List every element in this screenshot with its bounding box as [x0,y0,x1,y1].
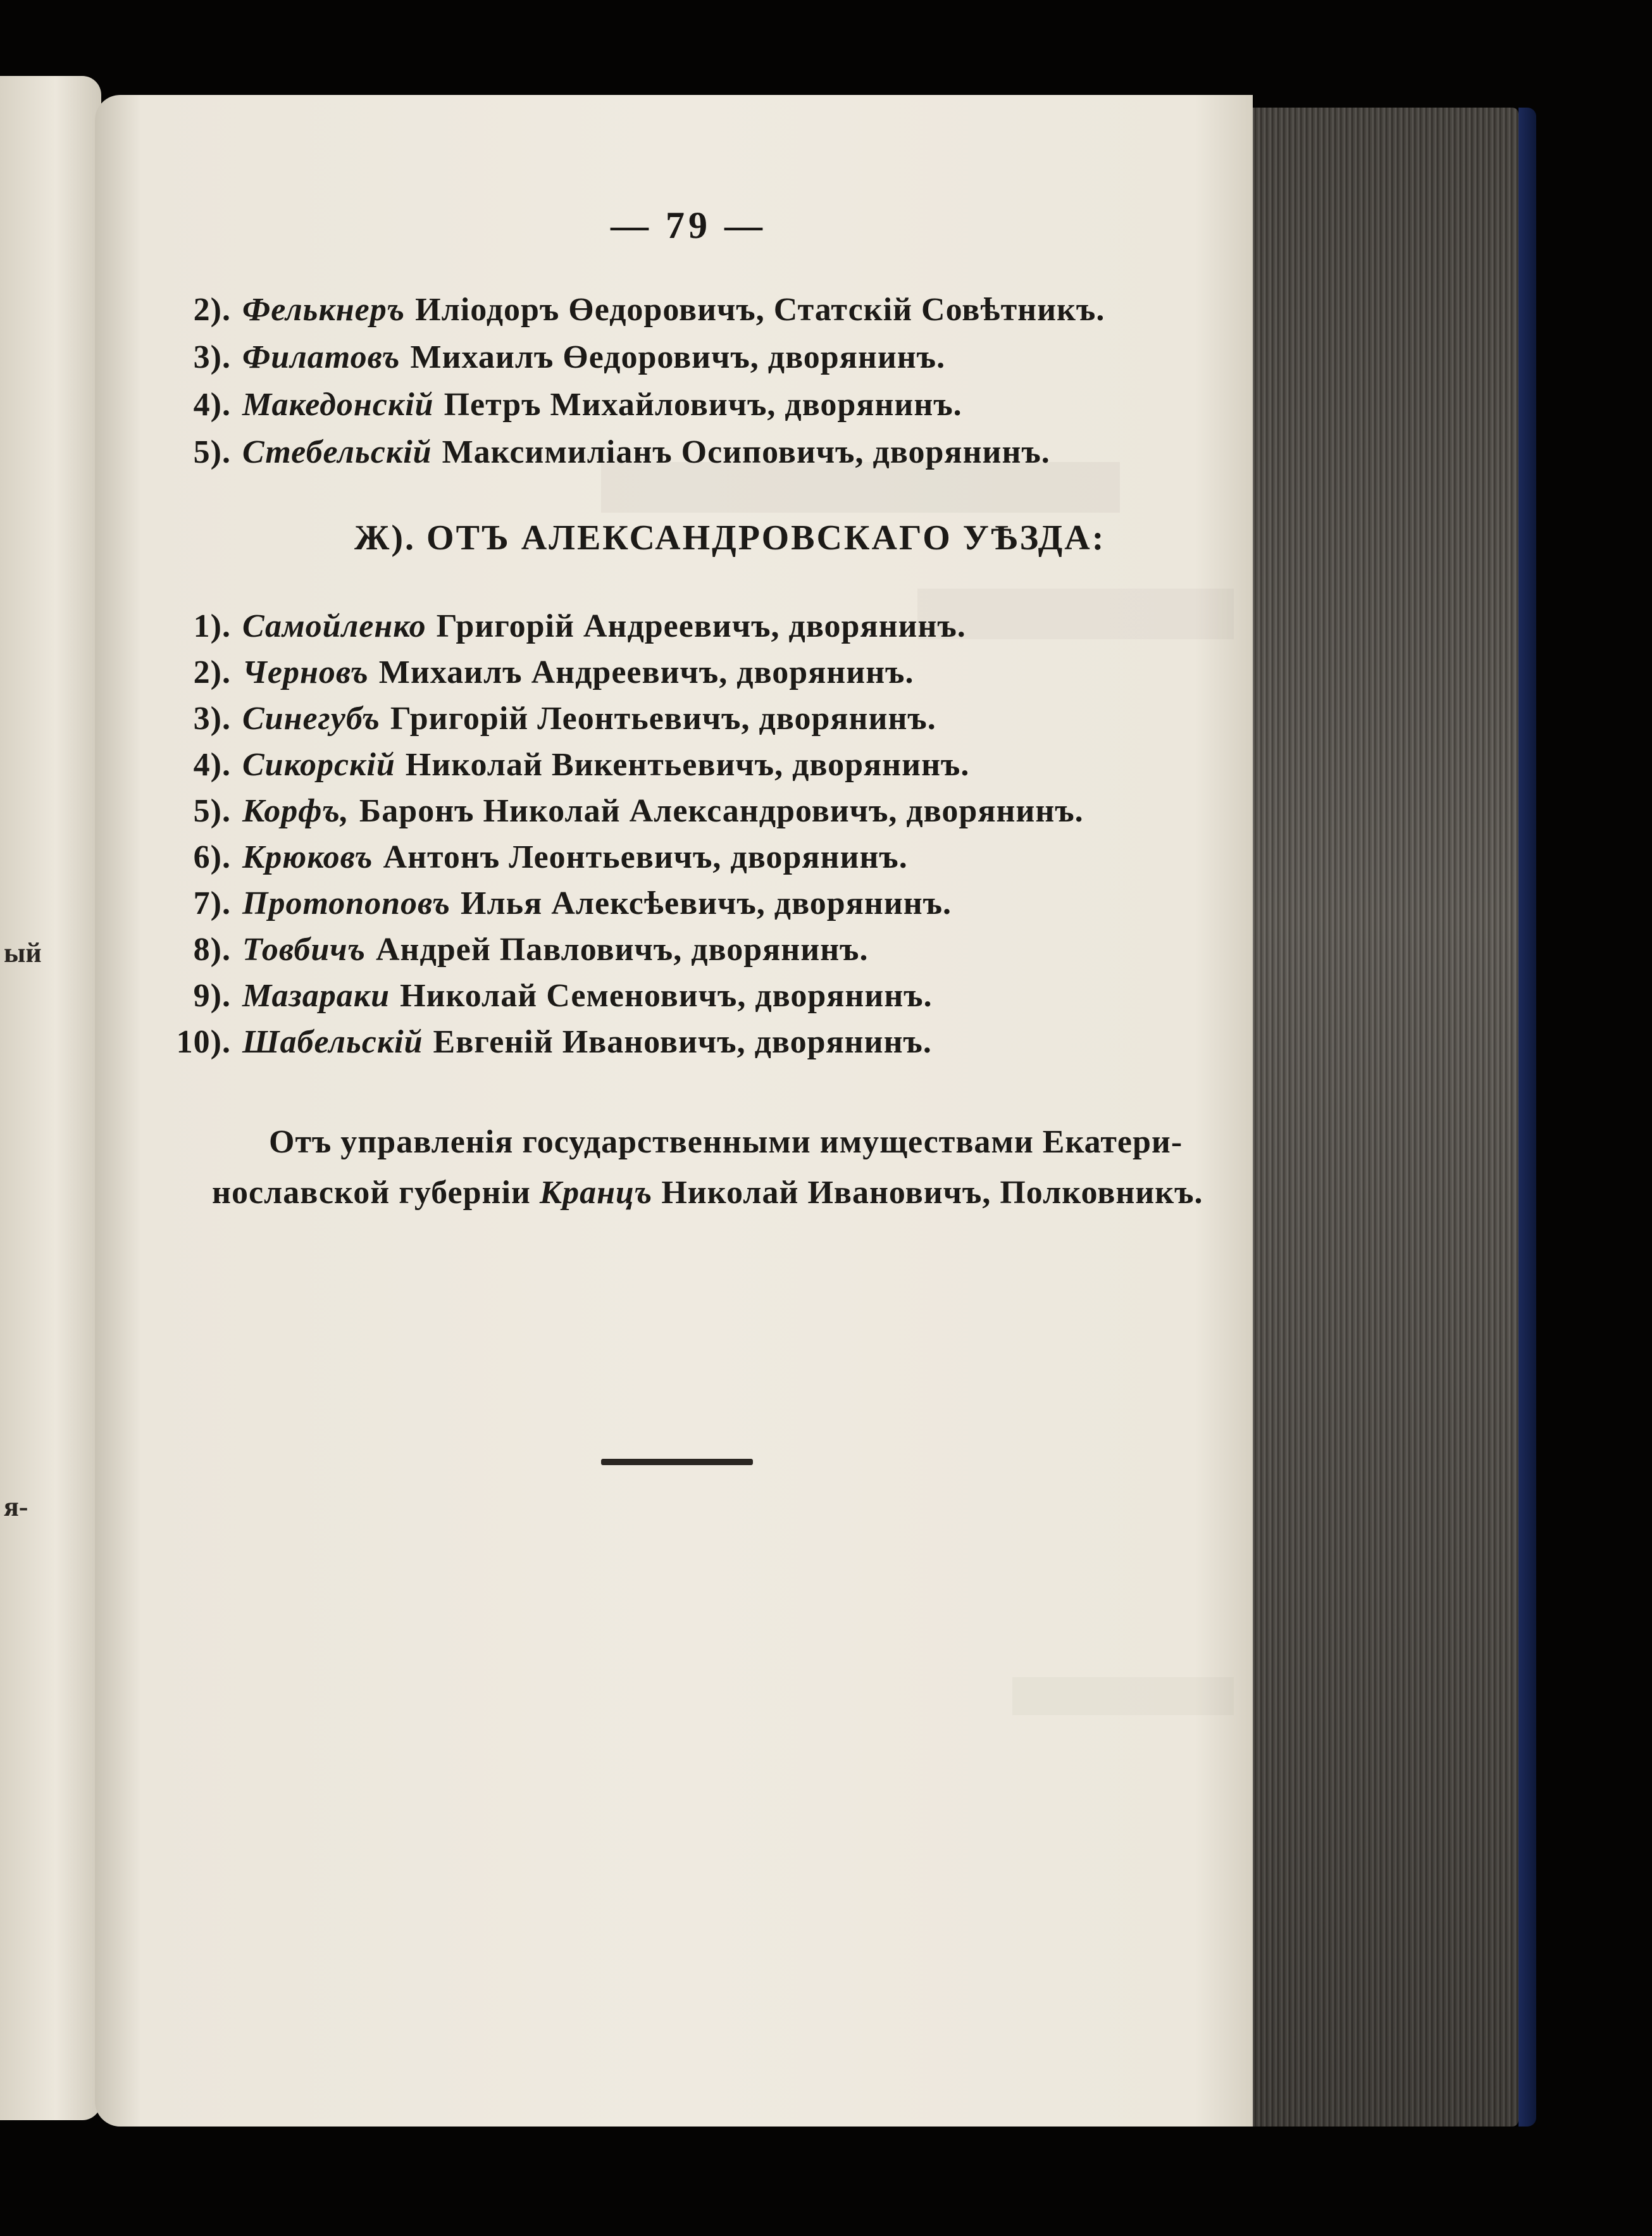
item-text: Михаилъ Өедоровичъ, дворянинъ. [410,339,946,375]
item-surname: Синегубъ [242,701,380,737]
item-surname: Стебельскій [242,434,432,470]
item-number: 8). [193,932,231,968]
item-text: Иліодоръ Өедоровичъ, Статскій Совѣтникъ. [415,292,1105,328]
list-item [136,700,936,744]
item-number: 7). [193,885,231,921]
item-surname: Мазараки [242,978,390,1014]
previous-page-edge [0,76,101,2120]
item-surname: Корфъ, [242,793,349,829]
item-number: 3). [193,339,231,375]
item-number: 3). [193,701,231,737]
separator-rule [601,1459,753,1465]
item-surname: Черновъ [242,654,369,690]
item-text: Андрей Павловичъ, дворянинъ. [376,932,869,968]
item-number: 2). [193,654,231,690]
item-text: Григорій Леонтьевичъ, дворянинъ. [390,701,936,737]
item-text: Максимиліанъ Осиповичъ, дворянинъ. [442,434,1050,470]
list-item [136,885,952,929]
item-number: 10). [176,1024,231,1060]
item-text: Петръ Михайловичъ, дворянинъ. [444,387,962,423]
left-page-fragment: ый [4,937,42,968]
closing-text: Николай Ивановичъ, Полковникъ. [661,1175,1203,1211]
item-surname: Сикорскій [242,747,395,783]
list-item [136,1023,932,1068]
list-item [136,839,908,883]
item-surname: Товбичъ [242,932,366,968]
item-number: 4). [193,387,231,423]
item-text: Илья Алексѣевичъ, дворянинъ. [461,885,952,921]
item-surname: Протопоповъ [242,885,450,921]
book-cover-edge [1518,108,1536,2127]
item-text: Николай Семеновичъ, дворянинъ. [400,978,933,1014]
item-number: 6). [193,839,231,875]
section-heading: Ж). ОТЪ АЛЕКСАНДРОВСКАГО УѢЗДА: [354,518,1106,558]
item-surname: Македонскій [242,387,434,423]
list-item [136,291,1105,335]
list-item [136,931,868,975]
closing-text: нославской губерніи [212,1175,531,1211]
closing-surname: Кранцъ [539,1175,653,1211]
list-item [136,792,1084,837]
item-number: 4). [193,747,231,783]
item-text: Михаилъ Андреевичъ, дворянинъ. [378,654,914,690]
left-page-fragment: я- [4,1491,28,1522]
item-text: Евгеній Ивановичъ, дворянинъ. [433,1024,932,1060]
item-text: Григорій Андреевичъ, дворянинъ. [436,608,966,644]
list-item [136,339,945,383]
list-item [136,977,933,1021]
item-surname: Фелькнеръ [242,292,406,328]
list-item [136,746,969,790]
list-item [136,608,966,652]
item-number: 1). [193,608,231,644]
item-number: 2). [193,292,231,328]
item-surname: Шабельскій [242,1024,423,1060]
list-item [136,654,914,698]
show-through-shadow [1012,1677,1234,1715]
item-surname: Филатовъ [242,339,401,375]
item-surname: Крюковъ [242,839,373,875]
item-number: 5). [193,793,231,829]
item-number: 5). [193,434,231,470]
list-item [136,386,962,430]
item-text: Николай Викентьевичъ, дворянинъ. [405,747,970,783]
item-number: 9). [193,978,231,1014]
fore-edge-shading [1240,108,1518,2127]
item-text: Антонъ Леонтьевичъ, дворянинъ. [383,839,908,875]
list-item [136,434,1050,478]
page-number: — 79 — [611,204,766,246]
item-text: Баронъ Николай Александровичъ, дворянинъ. [359,793,1084,829]
closing-line-2 [212,1174,1203,1211]
closing-line-1: Отъ управленія государственными имуществами Екатери- [269,1124,1183,1160]
item-surname: Самойленко [242,608,426,644]
